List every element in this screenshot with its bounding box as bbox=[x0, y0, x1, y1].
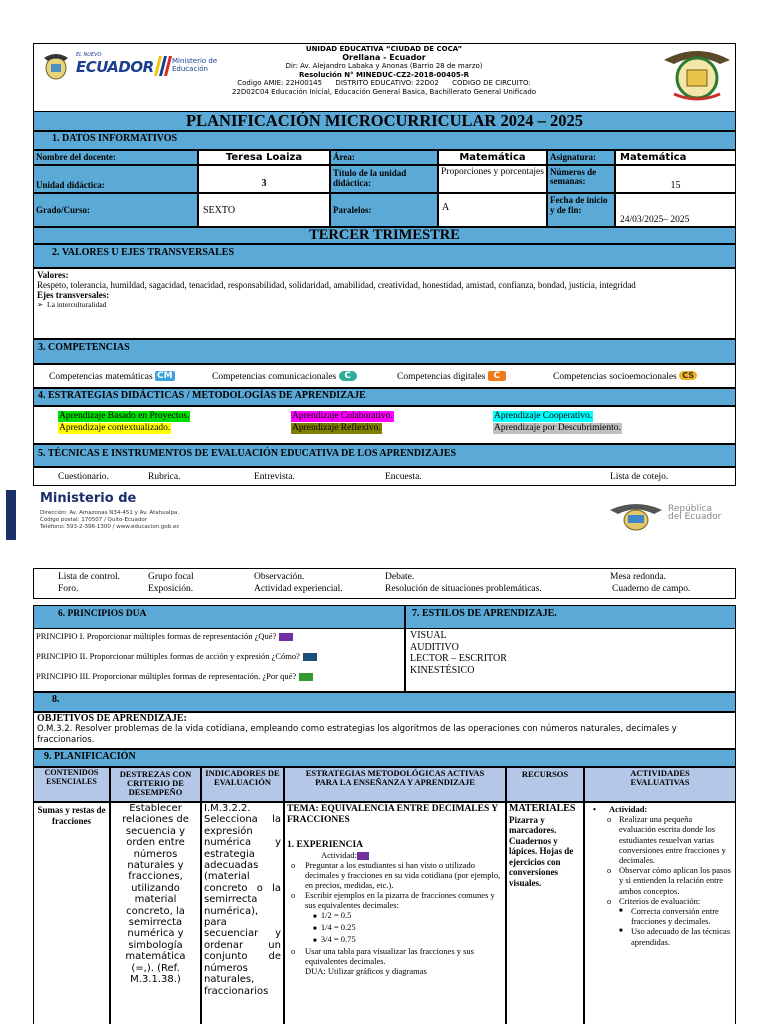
school-name: UNIDAD EDUCATIVA “CIUDAD DE COCA” bbox=[305, 45, 463, 53]
section-5-body-page1 bbox=[33, 467, 736, 486]
section-8-body bbox=[33, 712, 736, 749]
experiencia-actividad: Actividad: bbox=[287, 850, 503, 860]
objetivo-text: O.M.3.2. Resolver problemas de la vida cotidiana, empleando como estrategias los algoritmos de las operaciones con números naturales, decimales y fraccionarios. bbox=[37, 724, 677, 745]
tecnica-encuesta: Encuesta. bbox=[385, 472, 422, 482]
section-2-body bbox=[33, 268, 736, 339]
section-9-heading: 9. PLANIFICACIÓN bbox=[33, 749, 736, 767]
semanas-value: 15 bbox=[615, 165, 736, 193]
paralelo-value: A bbox=[438, 193, 547, 227]
asignatura-label: Asignatura: bbox=[547, 150, 615, 165]
tecnica-resolucion: Resolución de situaciones problemáticas. bbox=[385, 584, 542, 594]
eje-item bbox=[37, 300, 732, 310]
asignatura-value: Matemática bbox=[615, 150, 736, 165]
col-contenidos: CONTENIDOS ESENCIALES bbox=[33, 767, 110, 802]
school-levels: 22D02C04 Educación Inicial, Educación General Basica, Bachillerato General Unificado bbox=[231, 87, 537, 96]
principio-2: PRINCIPIO II. Proporcionar múltiples formas de acción y expresión ¿Cómo? bbox=[36, 651, 317, 661]
footer-side-bar bbox=[6, 490, 16, 540]
principio-2-color-icon bbox=[303, 653, 317, 661]
estilo-auditivo: AUDITIVO bbox=[410, 641, 459, 653]
col-destrezas: DESTREZAS CON CRITERIO DE DESEMPEÑO bbox=[110, 767, 201, 802]
objetivos-label: OBJETIVOS DE APRENDIZAJE: bbox=[37, 713, 187, 724]
cs-badge-icon: CS bbox=[679, 371, 697, 380]
strategy-descubrimiento: Aprendizaje por Descubrimiento. bbox=[494, 423, 621, 433]
recursos-cell bbox=[506, 802, 584, 1024]
competencia-comunicacional: Competencias comunicacionales C bbox=[212, 371, 357, 382]
valores-label: Valores: bbox=[37, 270, 69, 280]
school-address: Dir: Av. Alejandro Labaka y Anonas (Barrio 28 de marzo) bbox=[285, 62, 483, 70]
competencia-socioemocional: Competencias socioemocionales CS bbox=[553, 371, 697, 382]
actividades-cell bbox=[584, 802, 736, 1024]
area-label: Área: bbox=[330, 150, 438, 165]
col-recursos: RECURSOS bbox=[506, 767, 584, 802]
tema-title: TEMA: EQUIVALENCIA ENTRE DECIMALES Y FRACCIONES bbox=[287, 804, 498, 825]
page-2 bbox=[0, 545, 768, 1024]
actividad-item: o Observar cómo aplican los pasos y si entienden la relación entre ambos conceptos. bbox=[607, 865, 731, 896]
tecnica-rubrica: Rubrica. bbox=[148, 472, 181, 482]
footer-phone: Teléfono: 593-2-396-1300 / www.educacion.gob.ec bbox=[40, 524, 180, 530]
tecnica-lista-control: Lista de control. bbox=[58, 572, 120, 582]
col-actividades: ACTIVIDADES EVALUATIVAS bbox=[584, 767, 736, 802]
fecha-value: 24/03/2025– 2025 bbox=[615, 193, 736, 227]
estilo-visual: VISUAL bbox=[410, 630, 447, 641]
ejes-label: Ejes transversales: bbox=[37, 290, 110, 300]
school-location: Orellana - Ecuador bbox=[342, 52, 426, 62]
indicador-cell: I.M.3.2.2. Selecciona la expresión numérica y estrategia adecuadas (material concreto o la semirrecta numérica), para secuenciar y ordenar un conjunto de números naturales, fraccionarios bbox=[201, 802, 284, 1024]
logo-wordmark: ECUADOR bbox=[76, 58, 154, 76]
unidad-value: 3 bbox=[198, 165, 330, 193]
tecnica-mesa-redonda: Mesa redonda. bbox=[610, 572, 666, 582]
footer-postal: Código postal: 170507 / Quito-Ecuador bbox=[40, 517, 147, 523]
footer-contact bbox=[40, 510, 179, 531]
ecuador-logo bbox=[42, 52, 222, 82]
tecnica-debate: Debate. bbox=[385, 572, 415, 582]
col-indicadores: INDICADORES DE EVALUACIÓN bbox=[201, 767, 284, 802]
tecnica-foro: Foro. bbox=[58, 584, 79, 594]
experiencia-heading: 1. EXPERIENCIA bbox=[287, 840, 364, 850]
strategy-proyectos: Aprendizaje Basado en Proyectos. bbox=[59, 411, 190, 421]
page-title-bar bbox=[33, 111, 736, 131]
coat-of-arms-icon bbox=[42, 52, 70, 82]
criterio-item: ■ Correcta conversión entre fracciones y decimales. bbox=[619, 906, 719, 927]
area-value: Matemática bbox=[438, 150, 547, 165]
actividad-color-icon bbox=[357, 852, 369, 860]
section-8-heading: 8. bbox=[33, 692, 736, 712]
fecha-label: Fecha de inicio y de fin: bbox=[547, 193, 615, 227]
criterio-item: ■ Uso adecuado de las técnicas aprendidas. bbox=[619, 926, 731, 947]
strategy-contextualizado: Aprendizaje contextualizado. bbox=[59, 423, 171, 433]
page-title: PLANIFICACIÓN MICROCURRICULAR 2024 – 2025 bbox=[186, 111, 583, 130]
estilo-kinestesico: KINESTÉSICO bbox=[410, 664, 475, 676]
dua-note: DUA: Utilizar gráficos y diagramas bbox=[305, 966, 427, 977]
section-3-body bbox=[33, 364, 736, 388]
eje-text: La interculturalidad bbox=[47, 300, 107, 309]
estrategia-item: o Usar una tabla para visualizar las fracciones y sus equivalentes decimales. bbox=[291, 946, 474, 967]
strategy-colaborativo: Aprendizaje Colaborativo. bbox=[292, 411, 393, 421]
tecnica-cuestionario: Cuestionario. bbox=[58, 472, 109, 482]
tecnica-observacion: Observación. bbox=[254, 572, 305, 582]
ecuador-arms-icon bbox=[608, 502, 664, 532]
actividad-item: o Criterios de evaluación: bbox=[607, 895, 701, 906]
competencia-digital: Competencias digitales C bbox=[397, 371, 506, 382]
unidad-label: Unidad didáctica: bbox=[33, 165, 198, 193]
docente-label: Nombre del docente: bbox=[33, 150, 198, 165]
school-info bbox=[214, 45, 554, 96]
section-7-heading: 7. ESTILOS DE APRENDIZAJE. bbox=[405, 605, 736, 629]
section-3-heading: 3. COMPETENCIAS bbox=[33, 339, 736, 364]
fraccion-item: ■ 1/2 = 0.5 bbox=[313, 910, 352, 921]
fraccion-item: ■ 1/4 = 0.25 bbox=[313, 922, 356, 933]
section-1-heading: 1. DATOS INFORMATIVOS bbox=[33, 131, 736, 150]
footer-republica: República del Ecuador bbox=[668, 504, 722, 522]
section-2-heading: 2. VALORES U EJES TRANSVERSALES bbox=[33, 244, 736, 268]
destreza-cell: Establecer relaciones de secuencia y orden entre números naturales y fracciones, utilizando material concreto, la semirrecta numérica y simbología matemática (=,). (Ref. M.3.1.38.) bbox=[110, 802, 201, 1024]
arrow-bullet-icon: ➢ bbox=[37, 300, 44, 309]
docente-value: Teresa Loaiza bbox=[198, 150, 330, 165]
section-7-body bbox=[405, 629, 736, 692]
principio-3-color-icon bbox=[299, 673, 313, 681]
school-crest-icon bbox=[660, 46, 734, 102]
tecnica-entrevista: Entrevista. bbox=[254, 472, 295, 482]
competencia-matematica: Competencias matemáticas CM bbox=[49, 371, 173, 382]
speech-badge-icon: C bbox=[339, 371, 357, 381]
tecnica-actividad-experiencial: Actividad experiencial. bbox=[254, 584, 343, 594]
paralelos-label: Paralelos: bbox=[330, 193, 438, 227]
section-5-body-page2 bbox=[33, 568, 736, 599]
grado-value: SEXTO bbox=[198, 193, 330, 227]
col-estrategias: ESTRATEGIAS METODOLÓGICAS ACTIVAS PARA LA ENSEÑANZA Y APRENDIZAJE bbox=[284, 767, 506, 802]
cm-badge-icon: CM bbox=[157, 371, 173, 381]
estrategias-cell bbox=[284, 802, 506, 1024]
trimestre-title: TERCER TRIMESTRE bbox=[309, 227, 460, 243]
strategy-cooperativo: Aprendizaje Cooperativo. bbox=[494, 411, 593, 421]
footer-ministry: Ministerio de bbox=[40, 491, 137, 506]
section-6-heading: 6. PRINCIPIOS DUA bbox=[33, 605, 405, 629]
section-5-heading: 5. TÉCNICAS E INSTRUMENTOS DE EVALUACIÓN EDUCATIVA DE LOS APRENDIZAJES bbox=[33, 444, 736, 467]
principio-1-color-icon bbox=[279, 633, 293, 641]
titulo-label: Título de la unidad didáctica: bbox=[330, 165, 438, 193]
section-4-body bbox=[33, 406, 736, 444]
valores-text: Respeto, tolerancia, humildad, sagacidad, tenacidad, responsabilidad, solidaridad, amabilidad, creatividad, honestidad, amistad, confianza, bondad, justicia, integridad bbox=[37, 280, 636, 290]
principio-1: PRINCIPIO I. Proporcionar múltiples formas de representación ¿Qué? bbox=[36, 631, 293, 641]
tecnica-grupo-focal: Grupo focal bbox=[148, 572, 194, 582]
estrategia-item: o Escribir ejemplos en la pizarra de fracciones comunes y sus equivalentes decimales: bbox=[291, 890, 495, 911]
school-codes: Codigo AMIE: 22H00145 DISTRITO EDUCATIVO: 22D02 CODIGO DE CIRCUITO: bbox=[237, 79, 531, 87]
semanas-label: Números de semanas: bbox=[547, 165, 615, 193]
materiales-heading: MATERIALES bbox=[509, 803, 576, 814]
trimestre-bar bbox=[33, 227, 736, 244]
actividad-evaluativa-heading: • Actividad: bbox=[593, 804, 648, 814]
estilo-lector: LECTOR – ESCRITOR bbox=[410, 653, 507, 664]
section-4-heading: 4. ESTRATEGIAS DIDÁCTICAS / METODOLOGÍAS DE APRENDIZAJE bbox=[33, 388, 736, 406]
tecnica-cuaderno-campo: Cuaderno de campo. bbox=[612, 584, 691, 594]
actividad-item: o Realizar una pequeña evaluación escrita donde los estudiantes resuelvan varias conversiones entre fracciones y decimales. bbox=[607, 814, 726, 866]
monitor-badge-icon: C bbox=[488, 371, 506, 381]
flag-stripes-icon bbox=[150, 56, 172, 76]
document-header bbox=[33, 43, 736, 111]
tecnica-exposicion: Exposición. bbox=[148, 584, 194, 594]
grado-label: Grado/Curso: bbox=[33, 193, 198, 227]
contenido-cell: Sumas y restas de fracciones bbox=[33, 802, 110, 1024]
titulo-value: Proporciones y porcentajes bbox=[438, 165, 547, 193]
fraccion-item: ■ 3/4 = 0.75 bbox=[313, 934, 356, 945]
footer-address: Dirección: Av. Amazonas N34-451 y Av. Atahualpa. bbox=[40, 510, 180, 516]
logo-tagline: EL NUEVO bbox=[76, 52, 102, 58]
tecnica-lista-cotejo: Lista de cotejo. bbox=[610, 472, 669, 482]
estrategia-item: o Preguntar a los estudiantes si han visto o utilizado decimales y fracciones en su vida cotidiana (por ejemplo, en precios, medidas, etc.). bbox=[291, 860, 501, 891]
principio-3: PRINCIPIO III. Proporcionar múltiples formas de representación. ¿Por qué? bbox=[36, 671, 313, 681]
school-resolution: Resolución N° MINEDUC-CZ2-2018-00405-R bbox=[298, 70, 469, 79]
ministry-name: Ministerio de Educación bbox=[172, 57, 218, 73]
section-6-body bbox=[33, 629, 405, 692]
strategy-reflexivo: Aprendizaje Reflexivo. bbox=[292, 423, 381, 433]
recursos-list: Pizarra y marcadores. Cuadernos y lápices. Hojas de ejercicios con conversiones visuales. bbox=[509, 814, 574, 888]
